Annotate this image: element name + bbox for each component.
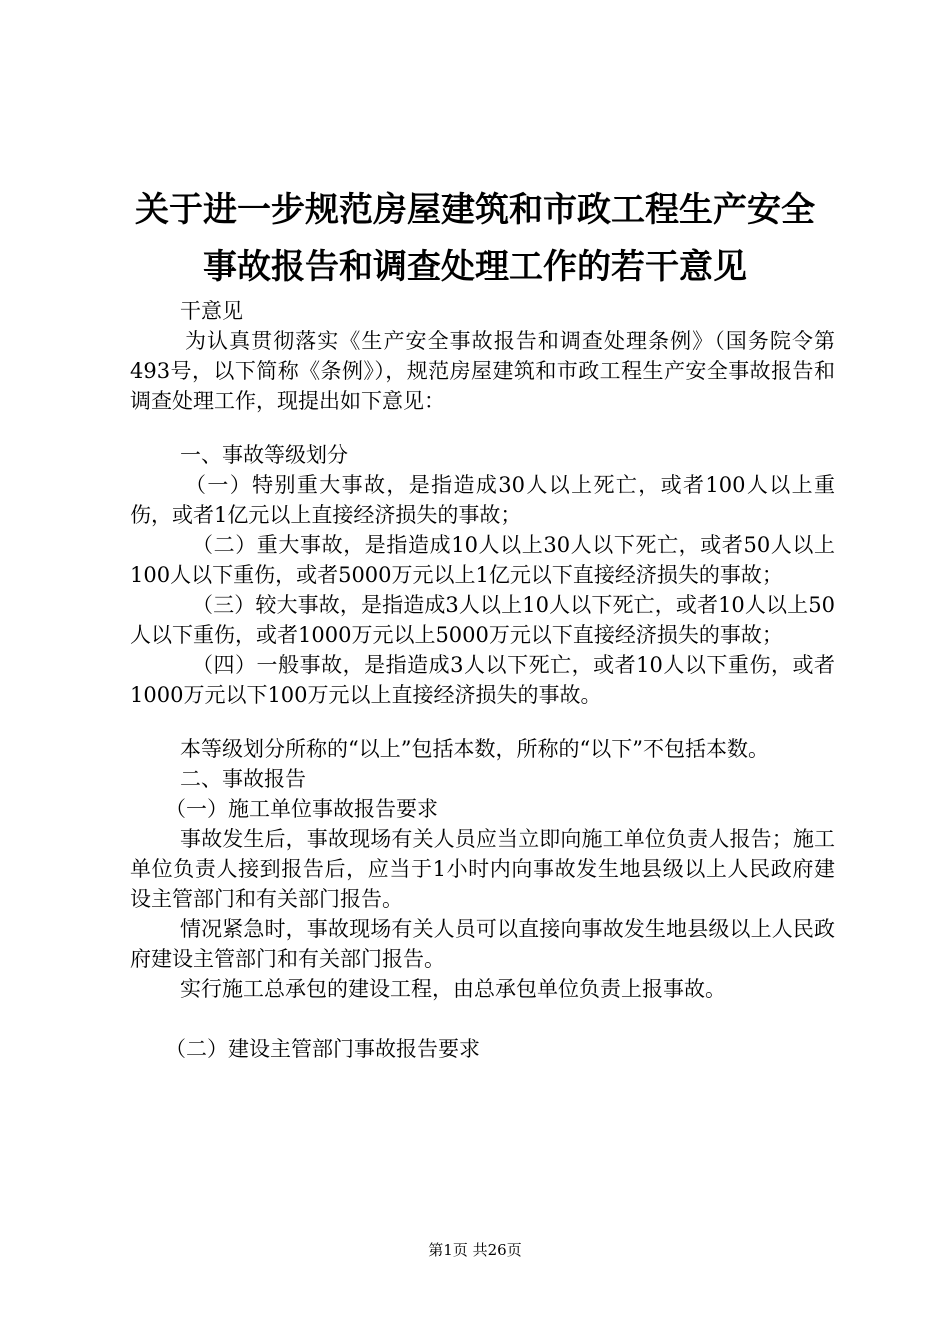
paragraph-report-3: 实行施工总承包的建设工程，由总承包单位负责上报事故。	[180, 977, 726, 1001]
paragraph-level-3: （三）较大事故，是指造成3人以上10人以下死亡，或者10人以上50人以下重伤，或者1000万元以上5000万元以下直接经济损失的事故；	[130, 593, 835, 647]
paragraph-report-2: 情况紧急时，事故现场有关人员可以直接向事故发生地县级以上人民政府建设主管部门和有关部门报告。	[130, 917, 835, 971]
subsection-heading-2: （二）建设主管部门事故报告要求	[165, 1037, 480, 1061]
paragraph-level-4: （四）一般事故，是指造成3人以下死亡，或者10人以下重伤，或者1000万元以下100万元以上直接经济损失的事故。	[130, 653, 835, 707]
document-title-line-1: 关于进一步规范房屋建筑和市政工程生产安全	[135, 190, 815, 230]
paragraph-intro: 为认真贯彻落实《生产安全事故报告和调查处理条例》（国务院令第493号，以下简称《条例》），规范房屋建筑和市政工程生产安全事故报告和调查处理工作，现提出如下意见：	[130, 329, 835, 413]
spacer	[130, 416, 835, 440]
paragraph-level-1: （一）特别重大事故，是指造成30人以上死亡，或者100人以上重伤，或者1亿元以上直接经济损失的事故；	[130, 473, 835, 527]
section-heading-2: 二、事故报告	[180, 767, 306, 791]
subsection-heading-1: （一）施工单位事故报告要求	[165, 797, 438, 821]
paragraph-definition: 本等级划分所称的“以上”包括本数，所称的“以下”不包括本数。	[180, 737, 769, 761]
spacer	[130, 710, 835, 734]
paragraph-report-1: 事故发生后，事故现场有关人员应当立即向施工单位负责人报告；施工单位负责人接到报告后，应当于1小时内向事故发生地县级以上人民政府建设主管部门和有关部门报告。	[130, 827, 835, 911]
paragraph-level-2: （二）重大事故，是指造成10人以上30人以下死亡，或者50人以上100人以下重伤，或者5000万元以上1亿元以下直接经济损失的事故；	[130, 533, 835, 587]
spacer	[130, 1004, 835, 1034]
document-title-line-2: 事故报告和调查处理工作的若干意见	[203, 247, 747, 287]
section-heading-1: 一、事故等级划分	[180, 443, 348, 467]
page-number-footer: 第1页 共26页	[428, 1241, 522, 1259]
document-body	[130, 296, 835, 1064]
paragraph-subtitle: 干意见	[180, 299, 243, 323]
